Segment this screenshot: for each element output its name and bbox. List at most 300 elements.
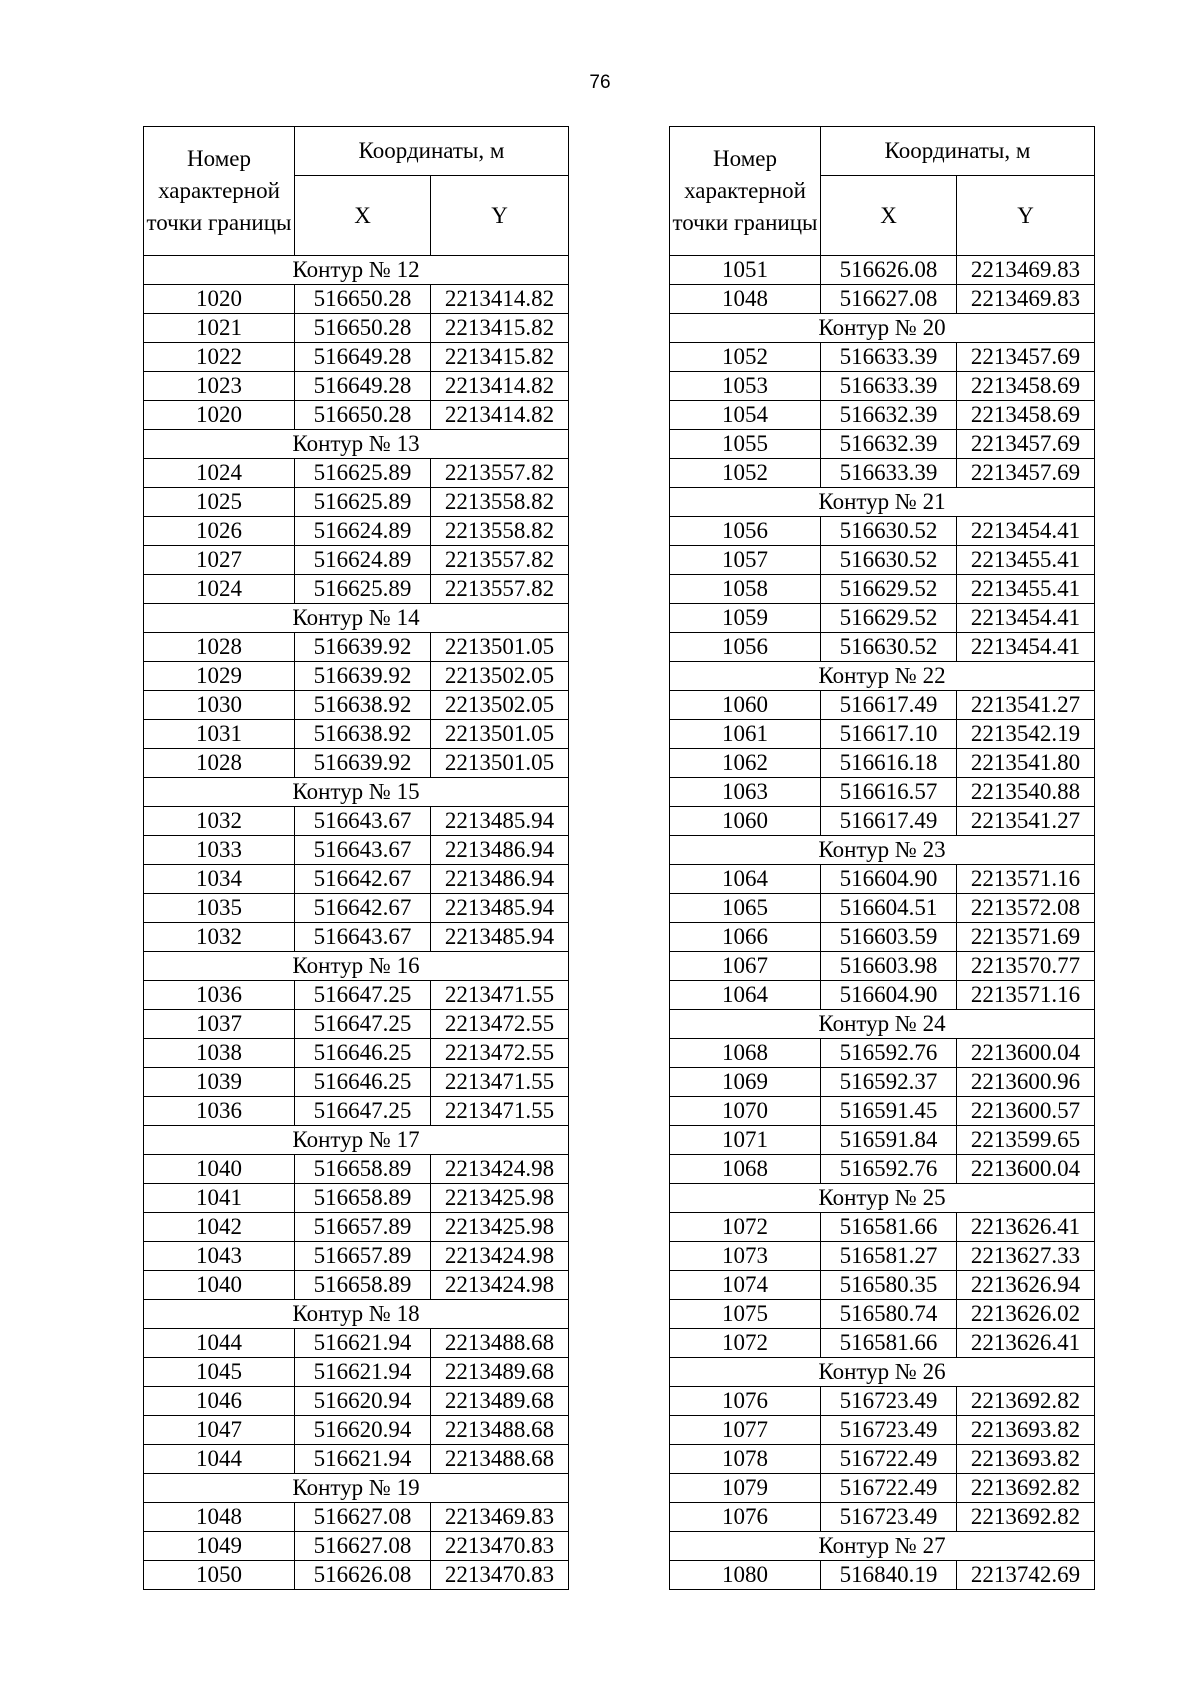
table-row xyxy=(144,1155,569,1184)
x-coordinate-cell: 516638.92 xyxy=(295,691,431,720)
point-number-cell: 1056 xyxy=(670,633,821,662)
table-row xyxy=(670,720,1095,749)
y-coordinate-cell: 2213486.94 xyxy=(431,865,569,894)
contour-label: Контур № 25 xyxy=(670,1184,1095,1213)
table-row xyxy=(144,1068,569,1097)
x-coordinate-cell: 516629.52 xyxy=(821,575,957,604)
x-coordinate-cell: 516625.89 xyxy=(295,488,431,517)
y-coordinate-cell: 2213458.69 xyxy=(957,401,1095,430)
table-row xyxy=(144,459,569,488)
y-coordinate-cell: 2213558.82 xyxy=(431,488,569,517)
point-number-cell: 1073 xyxy=(670,1242,821,1271)
table-row xyxy=(670,517,1095,546)
y-coordinate-cell: 2213626.41 xyxy=(957,1329,1095,1358)
table-row xyxy=(670,430,1095,459)
x-coordinate-cell: 516591.45 xyxy=(821,1097,957,1126)
x-coordinate-cell: 516604.90 xyxy=(821,981,957,1010)
x-coordinate-cell: 516616.18 xyxy=(821,749,957,778)
point-number-cell: 1056 xyxy=(670,517,821,546)
y-coordinate-cell: 2213600.04 xyxy=(957,1039,1095,1068)
x-coordinate-cell: 516630.52 xyxy=(821,633,957,662)
table-row xyxy=(144,1184,569,1213)
table-row xyxy=(144,1532,569,1561)
y-coordinate-cell: 2213454.41 xyxy=(957,517,1095,546)
contour-label: Контур № 16 xyxy=(144,952,569,981)
y-coordinate-cell: 2213558.82 xyxy=(431,517,569,546)
x-coordinate-cell: 516840.19 xyxy=(821,1561,957,1590)
x-coordinate-cell: 516580.74 xyxy=(821,1300,957,1329)
point-number-cell: 1072 xyxy=(670,1329,821,1358)
contour-header-row xyxy=(144,256,569,285)
y-coordinate-cell: 2213471.55 xyxy=(431,981,569,1010)
x-coordinate-cell: 516647.25 xyxy=(295,1097,431,1126)
point-number-cell: 1068 xyxy=(670,1155,821,1184)
header-y: Y xyxy=(431,176,569,256)
table-row xyxy=(144,1213,569,1242)
y-coordinate-cell: 2213693.82 xyxy=(957,1416,1095,1445)
point-number-cell: 1051 xyxy=(670,256,821,285)
x-coordinate-cell: 516630.52 xyxy=(821,517,957,546)
y-coordinate-cell: 2213472.55 xyxy=(431,1039,569,1068)
table-row xyxy=(144,372,569,401)
point-number-cell: 1044 xyxy=(144,1329,295,1358)
point-number-cell: 1036 xyxy=(144,1097,295,1126)
point-number-cell: 1028 xyxy=(144,633,295,662)
table-row xyxy=(670,1561,1095,1590)
table-row xyxy=(670,1213,1095,1242)
y-coordinate-cell: 2213501.05 xyxy=(431,720,569,749)
header-coordinates: Координаты, м xyxy=(295,127,569,176)
point-number-cell: 1055 xyxy=(670,430,821,459)
x-coordinate-cell: 516649.28 xyxy=(295,372,431,401)
table-row xyxy=(670,459,1095,488)
x-coordinate-cell: 516603.98 xyxy=(821,952,957,981)
y-coordinate-cell: 2213424.98 xyxy=(431,1155,569,1184)
x-coordinate-cell: 516658.89 xyxy=(295,1155,431,1184)
point-number-cell: 1021 xyxy=(144,314,295,343)
x-coordinate-cell: 516580.35 xyxy=(821,1271,957,1300)
contour-label: Контур № 13 xyxy=(144,430,569,459)
point-number-cell: 1060 xyxy=(670,807,821,836)
table-row xyxy=(670,894,1095,923)
y-coordinate-cell: 2213600.04 xyxy=(957,1155,1095,1184)
y-coordinate-cell: 2213414.82 xyxy=(431,285,569,314)
x-coordinate-cell: 516625.89 xyxy=(295,459,431,488)
table-row xyxy=(670,981,1095,1010)
table-row xyxy=(670,1329,1095,1358)
x-coordinate-cell: 516617.49 xyxy=(821,807,957,836)
coordinates-table-left xyxy=(143,126,569,1590)
table-row xyxy=(670,372,1095,401)
x-coordinate-cell: 516722.49 xyxy=(821,1445,957,1474)
contour-label: Контур № 24 xyxy=(670,1010,1095,1039)
contour-header-row xyxy=(670,1532,1095,1561)
table-row xyxy=(144,1242,569,1271)
point-number-cell: 1037 xyxy=(144,1010,295,1039)
table-row xyxy=(670,807,1095,836)
table-row xyxy=(670,1300,1095,1329)
y-coordinate-cell: 2213692.82 xyxy=(957,1387,1095,1416)
x-coordinate-cell: 516633.39 xyxy=(821,372,957,401)
x-coordinate-cell: 516621.94 xyxy=(295,1329,431,1358)
y-coordinate-cell: 2213414.82 xyxy=(431,372,569,401)
x-coordinate-cell: 516639.92 xyxy=(295,662,431,691)
point-number-cell: 1020 xyxy=(144,285,295,314)
table-row xyxy=(670,778,1095,807)
x-coordinate-cell: 516592.76 xyxy=(821,1039,957,1068)
y-coordinate-cell: 2213540.88 xyxy=(957,778,1095,807)
x-coordinate-cell: 516581.66 xyxy=(821,1213,957,1242)
point-number-cell: 1077 xyxy=(670,1416,821,1445)
y-coordinate-cell: 2213572.08 xyxy=(957,894,1095,923)
y-coordinate-cell: 2213471.55 xyxy=(431,1097,569,1126)
x-coordinate-cell: 516581.66 xyxy=(821,1329,957,1358)
page-number: 76 xyxy=(589,72,611,93)
y-coordinate-cell: 2213469.83 xyxy=(957,285,1095,314)
y-coordinate-cell: 2213600.57 xyxy=(957,1097,1095,1126)
header-x: X xyxy=(821,176,957,256)
x-coordinate-cell: 516639.92 xyxy=(295,749,431,778)
point-number-cell: 1034 xyxy=(144,865,295,894)
contour-header-row xyxy=(670,314,1095,343)
x-coordinate-cell: 516647.25 xyxy=(295,1010,431,1039)
table-row xyxy=(670,691,1095,720)
point-number-cell: 1040 xyxy=(144,1155,295,1184)
contour-label: Контур № 18 xyxy=(144,1300,569,1329)
x-coordinate-cell: 516633.39 xyxy=(821,459,957,488)
point-number-cell: 1054 xyxy=(670,401,821,430)
point-number-cell: 1041 xyxy=(144,1184,295,1213)
table-row xyxy=(144,720,569,749)
table-row xyxy=(144,517,569,546)
y-coordinate-cell: 2213470.83 xyxy=(431,1532,569,1561)
point-number-cell: 1065 xyxy=(670,894,821,923)
y-coordinate-cell: 2213455.41 xyxy=(957,546,1095,575)
point-number-cell: 1026 xyxy=(144,517,295,546)
point-number-cell: 1078 xyxy=(670,1445,821,1474)
point-number-cell: 1024 xyxy=(144,459,295,488)
table-row xyxy=(144,1561,569,1590)
point-number-cell: 1043 xyxy=(144,1242,295,1271)
x-coordinate-cell: 516633.39 xyxy=(821,343,957,372)
x-coordinate-cell: 516638.92 xyxy=(295,720,431,749)
table-row xyxy=(670,604,1095,633)
x-coordinate-cell: 516632.39 xyxy=(821,401,957,430)
y-coordinate-cell: 2213626.94 xyxy=(957,1271,1095,1300)
x-coordinate-cell: 516624.89 xyxy=(295,517,431,546)
point-number-cell: 1062 xyxy=(670,749,821,778)
point-number-cell: 1052 xyxy=(670,459,821,488)
y-coordinate-cell: 2213415.82 xyxy=(431,314,569,343)
point-number-cell: 1052 xyxy=(670,343,821,372)
table-row xyxy=(670,546,1095,575)
y-coordinate-cell: 2213425.98 xyxy=(431,1213,569,1242)
x-coordinate-cell: 516722.49 xyxy=(821,1474,957,1503)
table-row xyxy=(670,923,1095,952)
point-number-cell: 1039 xyxy=(144,1068,295,1097)
contour-header-row xyxy=(144,430,569,459)
y-coordinate-cell: 2213557.82 xyxy=(431,546,569,575)
point-number-cell: 1063 xyxy=(670,778,821,807)
y-coordinate-cell: 2213457.69 xyxy=(957,459,1095,488)
y-coordinate-cell: 2213692.82 xyxy=(957,1503,1095,1532)
point-number-cell: 1060 xyxy=(670,691,821,720)
table-row xyxy=(670,1474,1095,1503)
contour-header-row xyxy=(670,488,1095,517)
x-coordinate-cell: 516639.92 xyxy=(295,633,431,662)
point-number-cell: 1072 xyxy=(670,1213,821,1242)
y-coordinate-cell: 2213454.41 xyxy=(957,604,1095,633)
y-coordinate-cell: 2213742.69 xyxy=(957,1561,1095,1590)
contour-label: Контур № 27 xyxy=(670,1532,1095,1561)
table-row xyxy=(144,981,569,1010)
x-coordinate-cell: 516723.49 xyxy=(821,1503,957,1532)
x-coordinate-cell: 516642.67 xyxy=(295,894,431,923)
point-number-cell: 1024 xyxy=(144,575,295,604)
point-number-cell: 1027 xyxy=(144,546,295,575)
x-coordinate-cell: 516604.90 xyxy=(821,865,957,894)
x-coordinate-cell: 516650.28 xyxy=(295,314,431,343)
x-coordinate-cell: 516642.67 xyxy=(295,865,431,894)
x-coordinate-cell: 516604.51 xyxy=(821,894,957,923)
table-row xyxy=(670,865,1095,894)
point-number-cell: 1066 xyxy=(670,923,821,952)
y-coordinate-cell: 2213457.69 xyxy=(957,430,1095,459)
table-row xyxy=(144,1097,569,1126)
point-number-cell: 1033 xyxy=(144,836,295,865)
table-row xyxy=(670,401,1095,430)
table-row xyxy=(144,546,569,575)
contour-label: Контур № 26 xyxy=(670,1358,1095,1387)
point-number-cell: 1045 xyxy=(144,1358,295,1387)
x-coordinate-cell: 516617.49 xyxy=(821,691,957,720)
header-y: Y xyxy=(957,176,1095,256)
table-row xyxy=(144,865,569,894)
y-coordinate-cell: 2213571.16 xyxy=(957,981,1095,1010)
point-number-cell: 1047 xyxy=(144,1416,295,1445)
x-coordinate-cell: 516626.08 xyxy=(821,256,957,285)
x-coordinate-cell: 516657.89 xyxy=(295,1213,431,1242)
y-coordinate-cell: 2213455.41 xyxy=(957,575,1095,604)
point-number-cell: 1059 xyxy=(670,604,821,633)
point-number-cell: 1048 xyxy=(144,1503,295,1532)
table-row xyxy=(144,343,569,372)
table-row xyxy=(670,1387,1095,1416)
x-coordinate-cell: 516592.76 xyxy=(821,1155,957,1184)
point-number-cell: 1048 xyxy=(670,285,821,314)
x-coordinate-cell: 516627.08 xyxy=(295,1503,431,1532)
point-number-cell: 1075 xyxy=(670,1300,821,1329)
point-number-cell: 1031 xyxy=(144,720,295,749)
y-coordinate-cell: 2213541.27 xyxy=(957,807,1095,836)
table-row xyxy=(144,401,569,430)
y-coordinate-cell: 2213541.27 xyxy=(957,691,1095,720)
contour-header-row xyxy=(144,1126,569,1155)
table-body-left xyxy=(144,256,569,1590)
contour-header-row xyxy=(144,778,569,807)
table-row xyxy=(144,749,569,778)
point-number-cell: 1067 xyxy=(670,952,821,981)
table-row xyxy=(670,1445,1095,1474)
point-number-cell: 1064 xyxy=(670,865,821,894)
coordinates-table-right xyxy=(669,126,1095,1590)
table-row xyxy=(144,1358,569,1387)
x-coordinate-cell: 516658.89 xyxy=(295,1271,431,1300)
table-row xyxy=(670,1503,1095,1532)
x-coordinate-cell: 516657.89 xyxy=(295,1242,431,1271)
point-number-cell: 1069 xyxy=(670,1068,821,1097)
table-row xyxy=(144,285,569,314)
point-number-cell: 1057 xyxy=(670,546,821,575)
y-coordinate-cell: 2213486.94 xyxy=(431,836,569,865)
table-row xyxy=(144,1039,569,1068)
y-coordinate-cell: 2213485.94 xyxy=(431,923,569,952)
x-coordinate-cell: 516647.25 xyxy=(295,981,431,1010)
table-row xyxy=(144,1416,569,1445)
y-coordinate-cell: 2213485.94 xyxy=(431,894,569,923)
point-number-cell: 1029 xyxy=(144,662,295,691)
point-number-cell: 1046 xyxy=(144,1387,295,1416)
contour-header-row xyxy=(144,1474,569,1503)
table-row xyxy=(670,633,1095,662)
point-number-cell: 1068 xyxy=(670,1039,821,1068)
y-coordinate-cell: 2213626.02 xyxy=(957,1300,1095,1329)
x-coordinate-cell: 516624.89 xyxy=(295,546,431,575)
header-coordinates: Координаты, м xyxy=(821,127,1095,176)
table-row xyxy=(670,1271,1095,1300)
y-coordinate-cell: 2213469.83 xyxy=(431,1503,569,1532)
point-number-cell: 1053 xyxy=(670,372,821,401)
point-number-cell: 1040 xyxy=(144,1271,295,1300)
x-coordinate-cell: 516658.89 xyxy=(295,1184,431,1213)
table-row xyxy=(670,1039,1095,1068)
y-coordinate-cell: 2213454.41 xyxy=(957,633,1095,662)
table-row xyxy=(144,575,569,604)
table-row xyxy=(670,1242,1095,1271)
table-body-right xyxy=(670,256,1095,1590)
y-coordinate-cell: 2213488.68 xyxy=(431,1416,569,1445)
contour-label: Контур № 17 xyxy=(144,1126,569,1155)
x-coordinate-cell: 516646.25 xyxy=(295,1068,431,1097)
point-number-cell: 1049 xyxy=(144,1532,295,1561)
y-coordinate-cell: 2213489.68 xyxy=(431,1387,569,1416)
x-coordinate-cell: 516643.67 xyxy=(295,923,431,952)
table-row xyxy=(670,1155,1095,1184)
x-coordinate-cell: 516620.94 xyxy=(295,1387,431,1416)
header-point-number: Номер характерной точки границы xyxy=(144,127,295,256)
table-row xyxy=(144,488,569,517)
x-coordinate-cell: 516616.57 xyxy=(821,778,957,807)
contour-label: Контур № 19 xyxy=(144,1474,569,1503)
x-coordinate-cell: 516603.59 xyxy=(821,923,957,952)
table-row xyxy=(144,836,569,865)
y-coordinate-cell: 2213470.83 xyxy=(431,1561,569,1590)
table-row xyxy=(144,1445,569,1474)
y-coordinate-cell: 2213488.68 xyxy=(431,1445,569,1474)
x-coordinate-cell: 516625.89 xyxy=(295,575,431,604)
table-row xyxy=(670,1416,1095,1445)
x-coordinate-cell: 516630.52 xyxy=(821,546,957,575)
table-row xyxy=(144,807,569,836)
y-coordinate-cell: 2213542.19 xyxy=(957,720,1095,749)
y-coordinate-cell: 2213557.82 xyxy=(431,459,569,488)
point-number-cell: 1036 xyxy=(144,981,295,1010)
table-row xyxy=(144,691,569,720)
table-row xyxy=(144,1271,569,1300)
x-coordinate-cell: 516723.49 xyxy=(821,1387,957,1416)
contour-header-row xyxy=(144,1300,569,1329)
y-coordinate-cell: 2213489.68 xyxy=(431,1358,569,1387)
point-number-cell: 1071 xyxy=(670,1126,821,1155)
table-row xyxy=(144,314,569,343)
table-row xyxy=(670,749,1095,778)
contour-label: Контур № 15 xyxy=(144,778,569,807)
y-coordinate-cell: 2213472.55 xyxy=(431,1010,569,1039)
point-number-cell: 1076 xyxy=(670,1387,821,1416)
point-number-cell: 1080 xyxy=(670,1561,821,1590)
y-coordinate-cell: 2213571.69 xyxy=(957,923,1095,952)
y-coordinate-cell: 2213415.82 xyxy=(431,343,569,372)
point-number-cell: 1058 xyxy=(670,575,821,604)
point-number-cell: 1020 xyxy=(144,401,295,430)
contour-header-row xyxy=(670,1010,1095,1039)
x-coordinate-cell: 516723.49 xyxy=(821,1416,957,1445)
x-coordinate-cell: 516591.84 xyxy=(821,1126,957,1155)
y-coordinate-cell: 2213502.05 xyxy=(431,662,569,691)
x-coordinate-cell: 516643.67 xyxy=(295,807,431,836)
point-number-cell: 1022 xyxy=(144,343,295,372)
x-coordinate-cell: 516646.25 xyxy=(295,1039,431,1068)
y-coordinate-cell: 2213599.65 xyxy=(957,1126,1095,1155)
table-row xyxy=(144,1329,569,1358)
point-number-cell: 1042 xyxy=(144,1213,295,1242)
y-coordinate-cell: 2213627.33 xyxy=(957,1242,1095,1271)
y-coordinate-cell: 2213692.82 xyxy=(957,1474,1095,1503)
table-row xyxy=(670,1097,1095,1126)
table-row xyxy=(144,894,569,923)
y-coordinate-cell: 2213600.96 xyxy=(957,1068,1095,1097)
point-number-cell: 1023 xyxy=(144,372,295,401)
table-row xyxy=(670,285,1095,314)
y-coordinate-cell: 2213501.05 xyxy=(431,633,569,662)
table-row xyxy=(144,1503,569,1532)
point-number-cell: 1079 xyxy=(670,1474,821,1503)
table-row xyxy=(670,1068,1095,1097)
x-coordinate-cell: 516649.28 xyxy=(295,343,431,372)
point-number-cell: 1030 xyxy=(144,691,295,720)
y-coordinate-cell: 2213571.16 xyxy=(957,865,1095,894)
x-coordinate-cell: 516627.08 xyxy=(821,285,957,314)
table-row xyxy=(670,1126,1095,1155)
contour-label: Контур № 12 xyxy=(144,256,569,285)
y-coordinate-cell: 2213414.82 xyxy=(431,401,569,430)
table-row xyxy=(144,633,569,662)
point-number-cell: 1044 xyxy=(144,1445,295,1474)
contour-label: Контур № 20 xyxy=(670,314,1095,343)
y-coordinate-cell: 2213570.77 xyxy=(957,952,1095,981)
y-coordinate-cell: 2213485.94 xyxy=(431,807,569,836)
point-number-cell: 1025 xyxy=(144,488,295,517)
y-coordinate-cell: 2213626.41 xyxy=(957,1213,1095,1242)
table-row xyxy=(670,343,1095,372)
x-coordinate-cell: 516621.94 xyxy=(295,1358,431,1387)
table-row xyxy=(144,923,569,952)
point-number-cell: 1028 xyxy=(144,749,295,778)
table-row xyxy=(144,662,569,691)
y-coordinate-cell: 2213488.68 xyxy=(431,1329,569,1358)
y-coordinate-cell: 2213541.80 xyxy=(957,749,1095,778)
x-coordinate-cell: 516643.67 xyxy=(295,836,431,865)
